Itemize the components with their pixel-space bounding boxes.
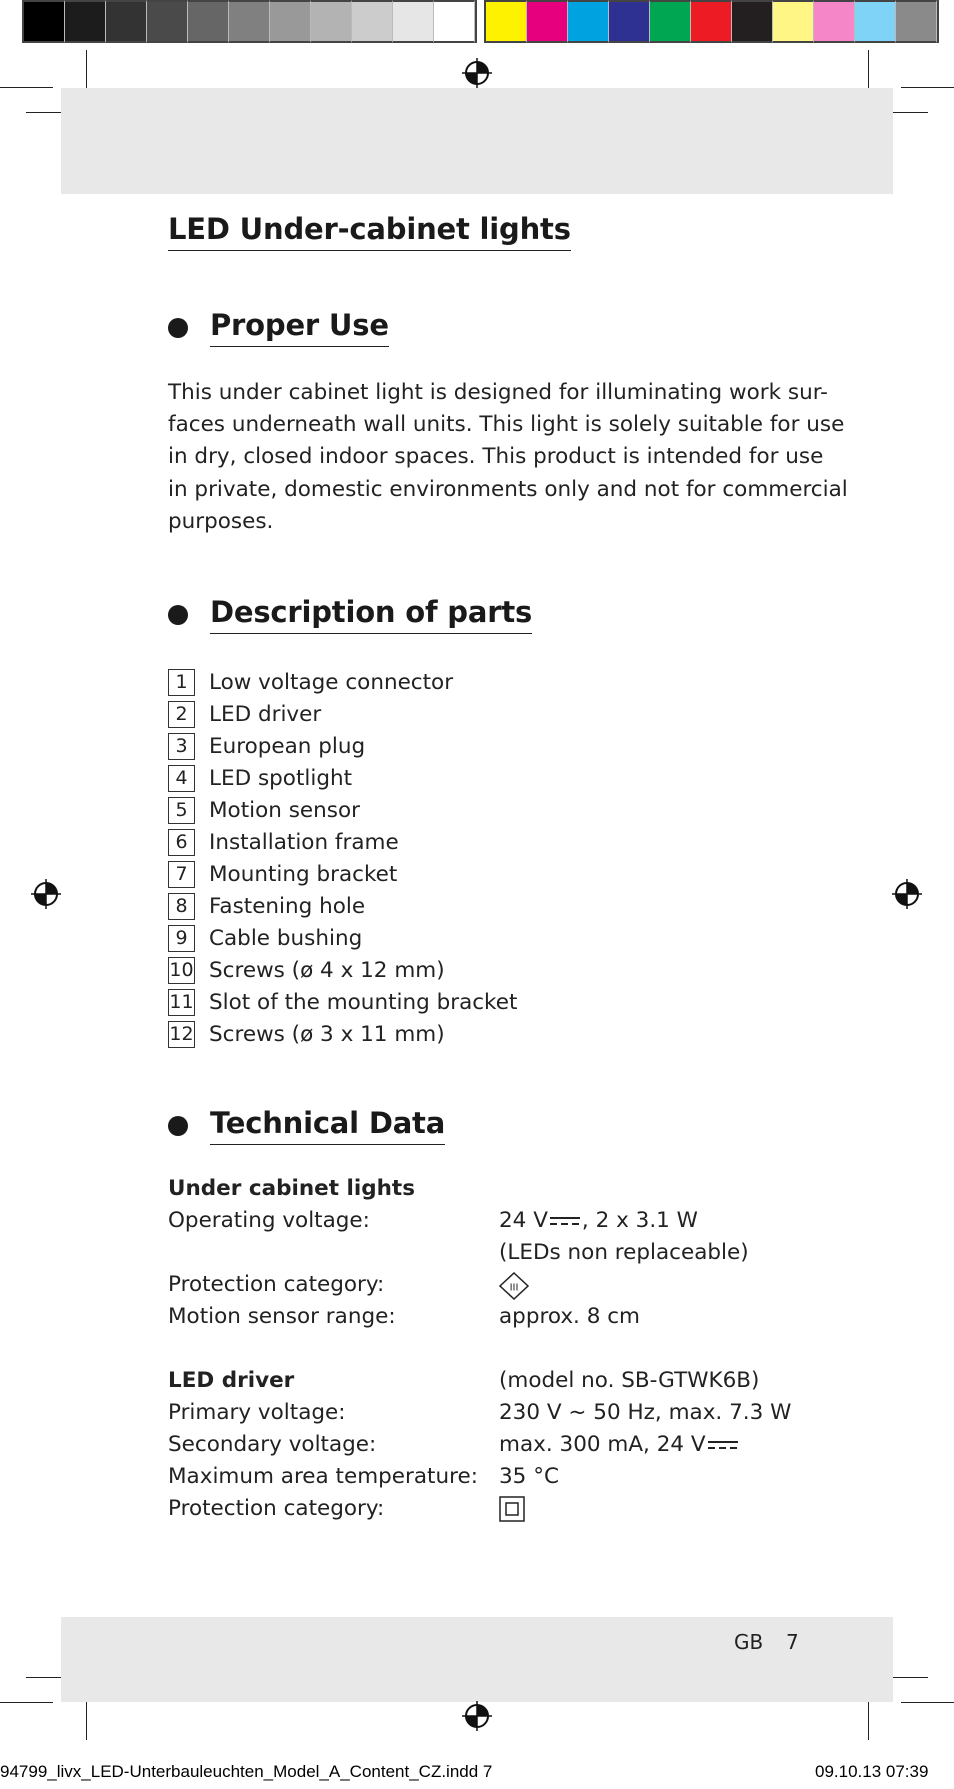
spec-label: Secondary voltage: <box>168 1432 377 1457</box>
registration-mark-icon <box>31 879 61 909</box>
grayscale-color-bar <box>22 0 477 43</box>
spec-value: 35 °C <box>499 1464 559 1489</box>
part-label: Installation frame <box>209 829 399 855</box>
list-item <box>168 762 517 794</box>
color-swatch <box>188 0 229 43</box>
direct-current-icon <box>550 1214 580 1228</box>
table-row <box>168 1464 818 1496</box>
crop-mark <box>86 50 87 93</box>
color-swatch <box>568 0 609 43</box>
table-row <box>168 1496 818 1528</box>
crop-mark <box>0 1702 53 1703</box>
crop-mark <box>0 87 53 88</box>
part-number: 6 <box>168 829 195 856</box>
paragraph-line: in dry, closed indoor spaces. This product is intended for use <box>168 444 824 470</box>
part-number: 10 <box>168 957 195 984</box>
color-swatch <box>24 0 65 43</box>
color-swatch <box>609 0 650 43</box>
parts-list <box>168 666 517 1050</box>
tech-data-table <box>168 1176 818 1528</box>
spec-value: 230 V ~ 50 Hz, max. 7.3 W <box>499 1400 792 1425</box>
color-swatch <box>393 0 434 43</box>
paragraph-line: This under cabinet light is designed for illuminating work sur- <box>168 380 828 405</box>
document-title: LED Under-cabinet lights <box>168 212 571 251</box>
color-swatch <box>434 0 475 43</box>
part-label: Low voltage connector <box>209 669 454 695</box>
part-number: 12 <box>168 1021 195 1048</box>
parts-heading <box>168 595 532 634</box>
section-title: Technical Data <box>210 1106 445 1145</box>
color-swatch <box>229 0 270 43</box>
list-item <box>168 1018 517 1050</box>
svg-text:III: III <box>509 1282 519 1294</box>
crop-mark <box>901 1702 954 1703</box>
color-swatch <box>814 0 855 43</box>
part-label: LED driver <box>209 701 322 727</box>
bullet-icon <box>168 605 188 625</box>
protection-class-ii-icon <box>499 1496 525 1522</box>
part-number: 1 <box>168 669 195 696</box>
part-number: 7 <box>168 861 195 888</box>
spec-label: Operating voltage: <box>168 1208 370 1233</box>
slug-date: 09.10.13 07:39 <box>815 1762 929 1781</box>
registration-mark-icon <box>892 879 922 909</box>
part-label: Screws (ø 3 x 11 mm) <box>209 1021 445 1047</box>
spec-note: (LEDs non replaceable) <box>499 1240 749 1265</box>
part-label: Slot of the mounting bracket <box>209 989 518 1015</box>
subheading: LED driver <box>168 1368 295 1393</box>
footer-band <box>61 1617 893 1702</box>
secondary-value: max. 300 mA, 24 V <box>499 1432 706 1457</box>
part-number: 5 <box>168 797 195 824</box>
part-number: 9 <box>168 925 195 952</box>
table-row <box>168 1368 818 1400</box>
color-swatch <box>732 0 773 43</box>
list-item <box>168 730 517 762</box>
section-title: Proper Use <box>210 308 389 347</box>
bullet-icon <box>168 318 188 338</box>
part-label: Mounting bracket <box>209 861 398 887</box>
list-item <box>168 954 517 986</box>
slug-filename: 94799_livx_LED-Unterbauleuchten_Model_A_Content_CZ.indd 7 <box>0 1762 493 1781</box>
spec-label: Motion sensor range: <box>168 1304 396 1329</box>
part-number: 2 <box>168 701 195 728</box>
part-label: LED spotlight <box>209 765 353 791</box>
list-item <box>168 698 517 730</box>
list-item <box>168 890 517 922</box>
color-swatch <box>352 0 393 43</box>
part-number: 3 <box>168 733 195 760</box>
page-number: 7 <box>786 1630 799 1654</box>
color-swatch <box>270 0 311 43</box>
header-band <box>61 88 893 194</box>
part-label: European plug <box>209 733 366 759</box>
part-label: Cable bushing <box>209 925 363 951</box>
paragraph-line: faces underneath wall units. This light is solely suitable for use <box>168 412 845 438</box>
part-label: Fastening hole <box>209 893 366 919</box>
color-swatch <box>311 0 352 43</box>
footer-language: GB <box>734 1630 764 1654</box>
part-label: Motion sensor <box>209 797 360 823</box>
list-item <box>168 986 517 1018</box>
spec-label: Protection category: <box>168 1272 385 1297</box>
color-swatch <box>896 0 937 43</box>
table-row <box>168 1272 818 1304</box>
list-item <box>168 858 517 890</box>
list-item <box>168 794 517 826</box>
part-number: 8 <box>168 893 195 920</box>
part-label: Screws (ø 4 x 12 mm) <box>209 957 445 983</box>
part-number: 4 <box>168 765 195 792</box>
subheading: Under cabinet lights <box>168 1176 415 1201</box>
process-color-bar <box>484 0 939 43</box>
direct-current-icon <box>708 1438 738 1452</box>
crop-mark <box>86 1697 87 1740</box>
crop-mark <box>868 1697 869 1740</box>
spec-label: Primary voltage: <box>168 1400 346 1425</box>
list-item <box>168 826 517 858</box>
color-swatch <box>65 0 106 43</box>
proper-use-heading <box>168 308 389 347</box>
table-row <box>168 1240 818 1272</box>
registration-mark-icon <box>462 58 492 88</box>
color-swatch <box>106 0 147 43</box>
crop-mark <box>868 50 869 93</box>
spec-value <box>499 1432 740 1457</box>
list-item <box>168 666 517 698</box>
color-swatch <box>527 0 568 43</box>
tech-data-heading <box>168 1106 445 1145</box>
section-title: Description of parts <box>210 595 532 634</box>
color-swatch <box>773 0 814 43</box>
paragraph-line: in private, domestic environments only and not for commercial <box>168 476 848 502</box>
table-row <box>168 1208 818 1240</box>
spacer <box>168 1336 818 1368</box>
spec-value: (model no. SB-GTWK6B) <box>499 1368 760 1393</box>
color-swatch <box>147 0 188 43</box>
table-row <box>168 1400 818 1432</box>
spec-label: Protection category: <box>168 1496 385 1521</box>
part-number: 11 <box>168 989 195 1016</box>
color-swatch <box>650 0 691 43</box>
table-row <box>168 1176 818 1208</box>
spec-value: approx. 8 cm <box>499 1304 640 1329</box>
paragraph-line: purposes. <box>168 508 274 534</box>
crop-mark <box>901 87 954 88</box>
table-row <box>168 1304 818 1336</box>
registration-mark-icon <box>462 1701 492 1731</box>
list-item <box>168 922 517 954</box>
bullet-icon <box>168 1116 188 1136</box>
color-swatch <box>486 0 527 43</box>
table-row <box>168 1432 818 1464</box>
spec-value <box>499 1208 698 1233</box>
color-swatch <box>691 0 732 43</box>
power-value: , 2 x 3.1 W <box>581 1208 698 1233</box>
proper-use-paragraph <box>168 377 848 538</box>
voltage-value: 24 V <box>499 1208 548 1233</box>
protection-class-iii-icon <box>499 1272 529 1300</box>
color-swatch <box>855 0 896 43</box>
spec-label: Maximum area temperature: <box>168 1464 478 1489</box>
